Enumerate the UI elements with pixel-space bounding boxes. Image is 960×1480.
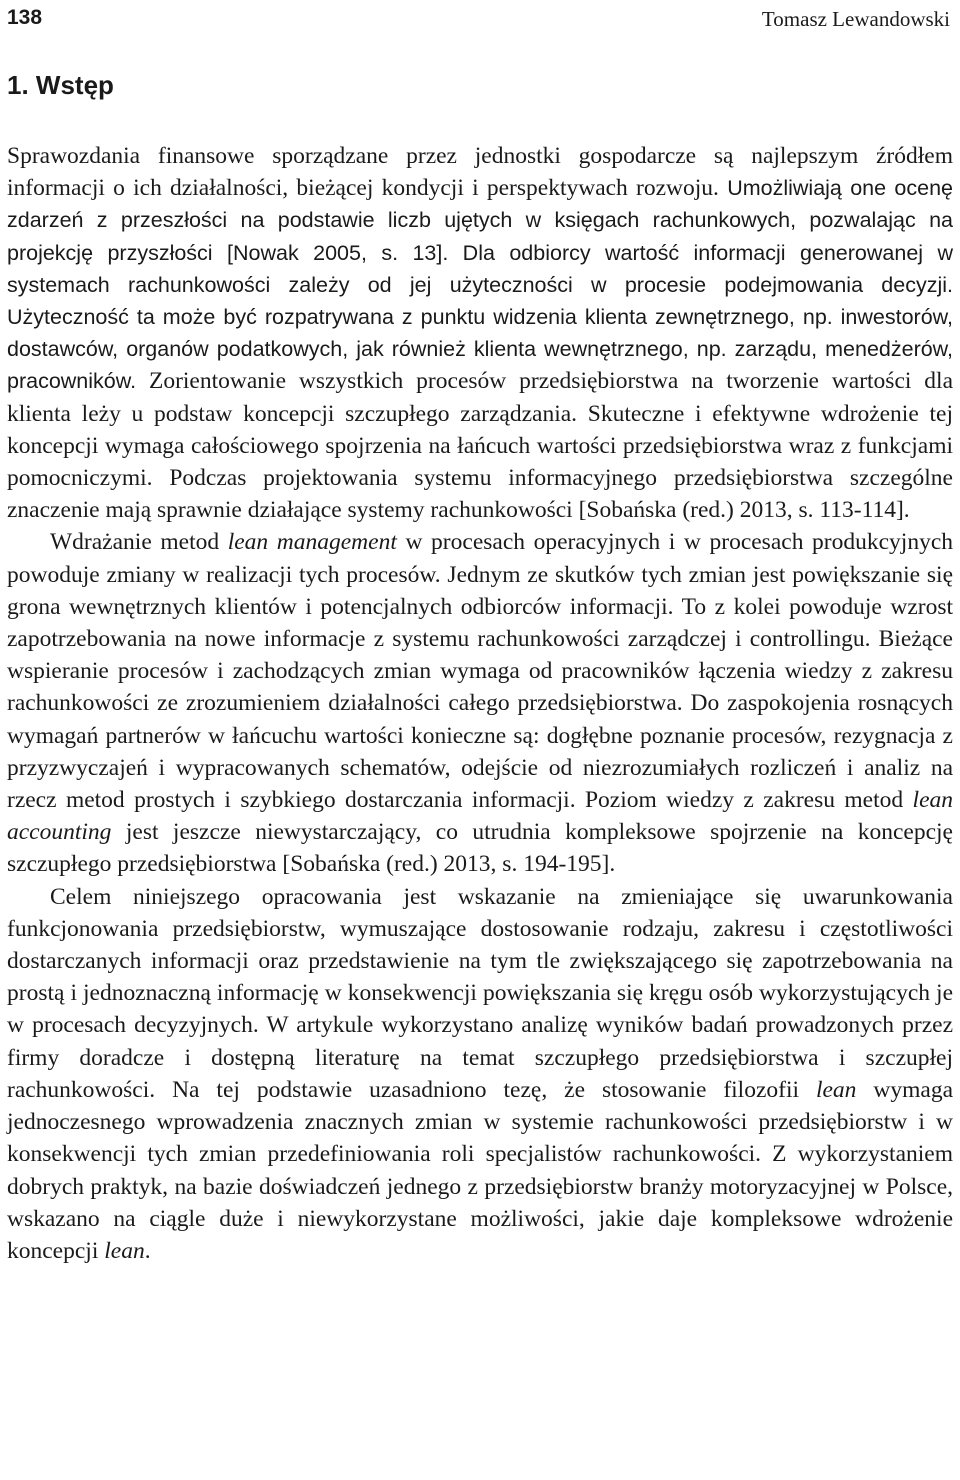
italic-term: lean <box>104 1237 145 1264</box>
italic-term: lean management <box>227 529 397 556</box>
text-run: . <box>144 1237 151 1264</box>
running-header <box>7 6 950 36</box>
running-author: Tomasz Lewandowski <box>761 7 950 31</box>
sentence: zarządu, menedżerów, pracowników. <box>7 337 953 394</box>
page-number: 138 <box>7 6 43 29</box>
text-run: Wdrażanie metod <box>50 529 220 556</box>
text-run: jest jeszcze niewystarczający, co utrudnia kompleksowe spojrzenie na koncepcję szczupłego przedsiębiorstwa [Sobańska (red.) 2013, s. 194-195]. <box>7 819 953 878</box>
paragraph-3 <box>7 881 953 1267</box>
sentence: Zorientowanie wszystkich procesów przedsiębiorstwa na tworzenie wartości dla klienta leży u podstaw koncepcji szczupłego zarządzania. Skuteczne i efektywne wdrożenie tej koncepcji wymaga całościowego spojrzenia na łańcuch wartości przedsiębiorstwa wraz z funkcjami pomocniczymi. Podczas projektowania systemu informacyjnego przedsiębiorstwa szczególne znaczenie mają sprawnie działające systemy rachunkowości [Sobańska (red.) 2013, s. 113-114]. <box>7 368 954 524</box>
sentence: Użyteczność ta może być rozpatrywana z punktu widzenia klienta zewnętrznego, np. <box>7 305 833 330</box>
sentence: Umożliwiają one ocenę zdarzeń z przeszłości na podstawie liczb ujętych w księgach rachunkowych, pozwalając na projekcję przyszłości [Nowak 2005, s. 13]. <box>7 176 954 265</box>
italic-term: lean <box>815 1076 857 1103</box>
section-heading: 1. Wstęp <box>7 70 114 100</box>
text-run: wymaga jednoczesnego wprowadzenia znacznych zmian w systemie rachunkowości przedsiębiorstw i w konsekwencji tych zmian przedefiniowania roli specjalistów rachunkowości. Z wykorzystaniem dobrych praktyk, na bazie doświadczeń jednego z przedsiębiorstw branży motoryzacyjnej w Polsce, wskazano na ciągle duże i niewykorzystane możliwości, jakie daje kompleksowe wdrożenie koncepcji <box>7 1076 954 1264</box>
body-text <box>7 140 953 1267</box>
paragraph-2 <box>7 526 953 880</box>
text-run: w procesach operacyjnych i w procesach produkcyjnych powoduje zmiany w realizacji tych procesów. Jednym ze skutków tych zmian jest powiększanie się grona wewnętrznych klientów i potencjalnych odbiorców informacji. To z kolei powoduje wzrost zapotrzebowania na nowe informacje z systemu rachunkowości zarządczej i controllingu. Bieżące wspieranie procesów i zachodzących zmian wymaga od pracowników łączenia wiedzy z zakresu rachunkowości ze zrozumieniem działalności całego przedsiębiorstwa. Do zaspokojenia rosnących wymagań partnerów w łańcuchu wartości konieczne są: dogłębne poznanie procesów, rezygnacja z przyzwyczajeń i wypracowanych schematów, odejście od niezrozumiałych rozliczeń i analiz na rzecz metod prostych i szybkiego dostarczania informacji. Poziom wiedzy z zakresu metod <box>7 529 954 814</box>
italic-term: lean accounting <box>7 787 954 846</box>
text-run: Celem niniejszego opracowania jest wskazanie na zmieniające się uwarunkowania funkcjonowania przedsiębiorstw, wymuszające dostosowanie rodzaju, zakresu i częstotliwości dostarczanych informacji oraz przedstawienie na tym tle zwiększającego się zapotrzebowania na prostą i jednoznaczną informację w konsekwencji powiększania się kręgu osób wykorzystujących je w procesach decyzyjnych. W artykule wykorzystano analizę wyników badań prowadzonych przez firmy doradcze i dostępną literaturę na temat szczupłego przedsiębiorstwa i szczupłej rachunkowości. Na tej podstawie uzasadniono tezę, że stosowanie filozofii <box>7 883 953 1103</box>
sentence: Dla odbiorcy wartość informacji generowanej w systemach rachunkowości zależy od jej użyteczności w procesie podejmowania decyzji. <box>7 240 954 297</box>
paragraph-1 <box>7 140 953 526</box>
sentence: Sprawozdania finansowe sporządzane przez jednostki gospodarcze są najlepszym źródłem informacji o ich działalności, bieżącej kondycji i perspektywach rozwoju. <box>7 143 953 202</box>
sentence: inwestorów, dostawców, organów podatkowych, jak również klienta wewnętrznego, np. <box>7 305 953 362</box>
